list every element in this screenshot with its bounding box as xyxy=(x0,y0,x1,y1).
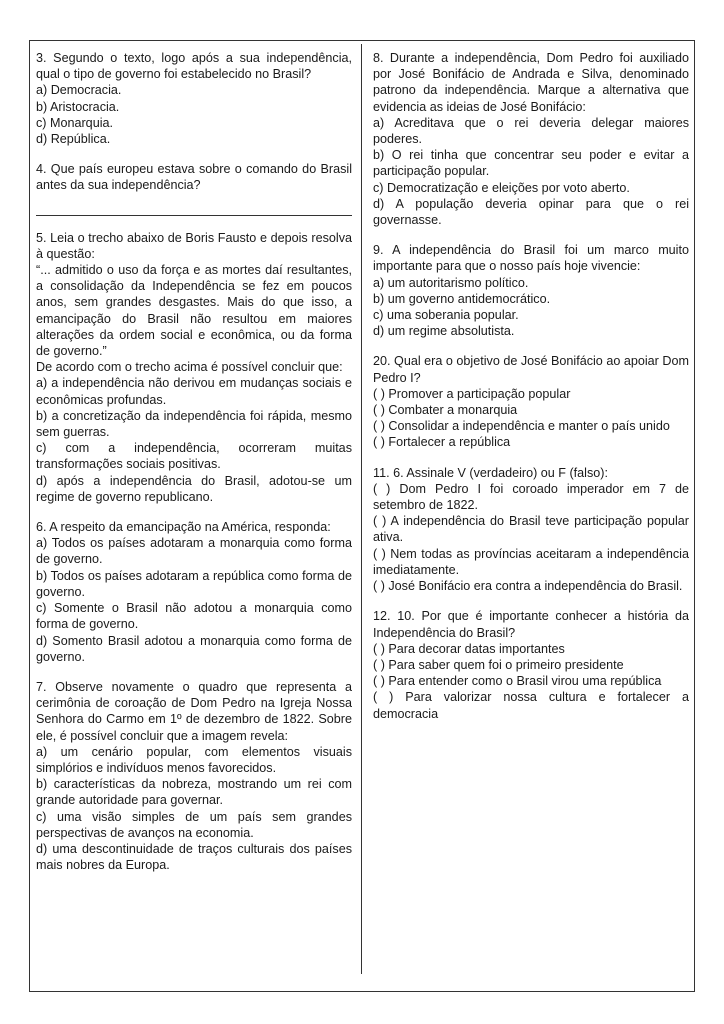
question-7-option-a: a) um cenário popular, com elementos visuais simplórios e indivíduos menos favorecidos. xyxy=(36,744,352,775)
question-7-option-b: b) características da nobreza, mostrando um rei com grande autoridade para governar. xyxy=(36,777,352,808)
question-11-text: 11. 6. Assinale V (verdadeiro) ou F (falso): xyxy=(373,465,608,480)
question-7-option-d: d) uma descontinuidade de traços culturais dos países mais nobres da Europa. xyxy=(36,841,352,873)
question-5-option-a: a) a independência não derivou em mudanças sociais e econômicas profundas. xyxy=(36,376,352,407)
question-12-option-2: ( ) Para saber quem foi o primeiro presidente xyxy=(373,657,624,672)
question-20-option-3: ( ) Consolidar a independência e manter o país unido xyxy=(373,419,670,434)
question-8-option-b: b) O rei tinha que concentrar seu poder e evitar a participação popular. xyxy=(373,148,689,179)
question-3-option-a: a) Democracia. xyxy=(36,83,122,98)
question-8-option-d: d) A população deveria opinar para que o rei governasse. xyxy=(373,196,689,228)
question-9-text: 9. A independência do Brasil foi um marco muito importante para que o nosso país hoje vivencie: xyxy=(373,243,689,274)
question-12 xyxy=(373,608,689,721)
question-8-text: 8. Durante a independência, Dom Pedro foi auxiliado por José Bonifácio de Andrada e Silva, denominado patrono da independência. Marque a alternativa que evidencia as ideias de José Bonifácio: xyxy=(373,51,689,114)
question-6-option-c: c) Somente o Brasil não adotou a monarquia como forma de governo. xyxy=(36,601,352,632)
question-11-statement-2: ( ) A independência do Brasil teve participação popular ativa. xyxy=(373,514,689,545)
question-20-option-2: ( ) Combater a monarquia xyxy=(373,403,518,418)
question-3-option-b: b) Aristocracia. xyxy=(36,99,120,114)
question-12-text: 12. 10. Por que é importante conhecer a história da Independência do Brasil? xyxy=(373,609,689,640)
question-20-option-1: ( ) Promover a participação popular xyxy=(373,386,571,401)
question-5-text: 5. Leia o trecho abaixo de Boris Fausto e depois resolva à questão: xyxy=(36,230,352,261)
question-20 xyxy=(373,353,689,450)
question-12-option-3: ( ) Para entender como o Brasil virou uma república xyxy=(373,674,662,689)
question-3-option-c: c) Monarquia. xyxy=(36,115,113,130)
question-12-option-4: ( ) Para valorizar nossa cultura e fortalecer a democracia xyxy=(373,690,689,721)
question-3-option-d: d) República. xyxy=(36,132,111,147)
question-4 xyxy=(36,161,352,193)
question-4-text: 4. Que país europeu estava sobre o comando do Brasil antes da sua independência? xyxy=(36,162,352,193)
question-6 xyxy=(36,519,352,665)
right-column xyxy=(373,50,689,736)
left-column xyxy=(36,50,352,887)
question-7-option-c: c) uma visão simples de um país sem grandes perspectivas de avanços na economia. xyxy=(36,809,352,840)
question-20-text: 20. Qual era o objetivo de José Bonifácio ao apoiar Dom Pedro I? xyxy=(373,354,689,385)
question-9-option-b: b) um governo antidemocrático. xyxy=(373,291,551,306)
question-11-statement-1: ( ) Dom Pedro I foi coroado imperador em 7 de setembro de 1822. xyxy=(373,481,689,513)
question-5 xyxy=(36,230,352,505)
column-divider xyxy=(361,44,362,974)
question-5-quote: “... admitido o uso da força e as mortes daí resultantes, a consolidação da Independência se fez em poucos anos, sem grandes desgastes. Mais do que isso, a emancipação do Brasil não resultou em maiores alterações da ordem social e econômica, ou da forma de governo.” xyxy=(36,263,352,359)
question-5-option-b: b) a concretização da independência foi rápida, mesmo sem guerras. xyxy=(36,408,352,440)
question-9-option-d: d) um regime absolutista. xyxy=(373,324,515,339)
question-8-option-c: c) Democratização e eleições por voto aberto. xyxy=(373,180,630,195)
question-12-option-1: ( ) Para decorar datas importantes xyxy=(373,641,565,656)
question-9 xyxy=(373,242,689,339)
question-9-option-c: c) uma soberania popular. xyxy=(373,308,519,323)
question-20-option-4: ( ) Fortalecer a república xyxy=(373,435,511,450)
question-3 xyxy=(36,50,352,147)
question-5-option-d: d) após a independência do Brasil, adotou-se um regime de governo republicano. xyxy=(36,473,352,504)
question-5-prompt: De acordo com o trecho acima é possível concluir que: xyxy=(36,360,343,375)
question-6-option-b: b) Todos os países adotaram a república como forma de governo. xyxy=(36,568,352,599)
question-11 xyxy=(373,465,689,595)
question-7 xyxy=(36,679,352,873)
question-8 xyxy=(373,50,689,228)
question-3-text: 3. Segundo o texto, logo após a sua independência, qual o tipo de governo foi estabelecido no Brasil? xyxy=(36,51,352,82)
answer-line xyxy=(36,214,352,216)
question-5-option-c: c) com a independência, ocorreram muitas transformações sociais positivas. xyxy=(36,441,352,472)
question-11-statement-3: ( ) Nem todas as províncias aceitaram a independência imediatamente. xyxy=(373,546,689,577)
question-11-statement-4: ( ) José Bonifácio era contra a independência do Brasil. xyxy=(373,579,683,594)
question-8-option-a: a) Acreditava que o rei deveria delegar maiores poderes. xyxy=(373,115,689,147)
question-6-option-d: d) Somento Brasil adotou a monarquia como forma de governo. xyxy=(36,633,352,664)
question-9-option-a: a) um autoritarismo político. xyxy=(373,275,529,290)
question-6-text: 6. A respeito da emancipação na América, responda: xyxy=(36,520,331,535)
question-6-option-a: a) Todos os países adotaram a monarquia como forma de governo. xyxy=(36,536,352,567)
question-7-text: 7. Observe novamente o quadro que representa a cerimônia de coroação de Dom Pedro na Igreja Nossa Senhora do Carmo em 1º de dezembro de 1822. Sobre ele, é possível concluir que a imagem revela: xyxy=(36,679,352,743)
